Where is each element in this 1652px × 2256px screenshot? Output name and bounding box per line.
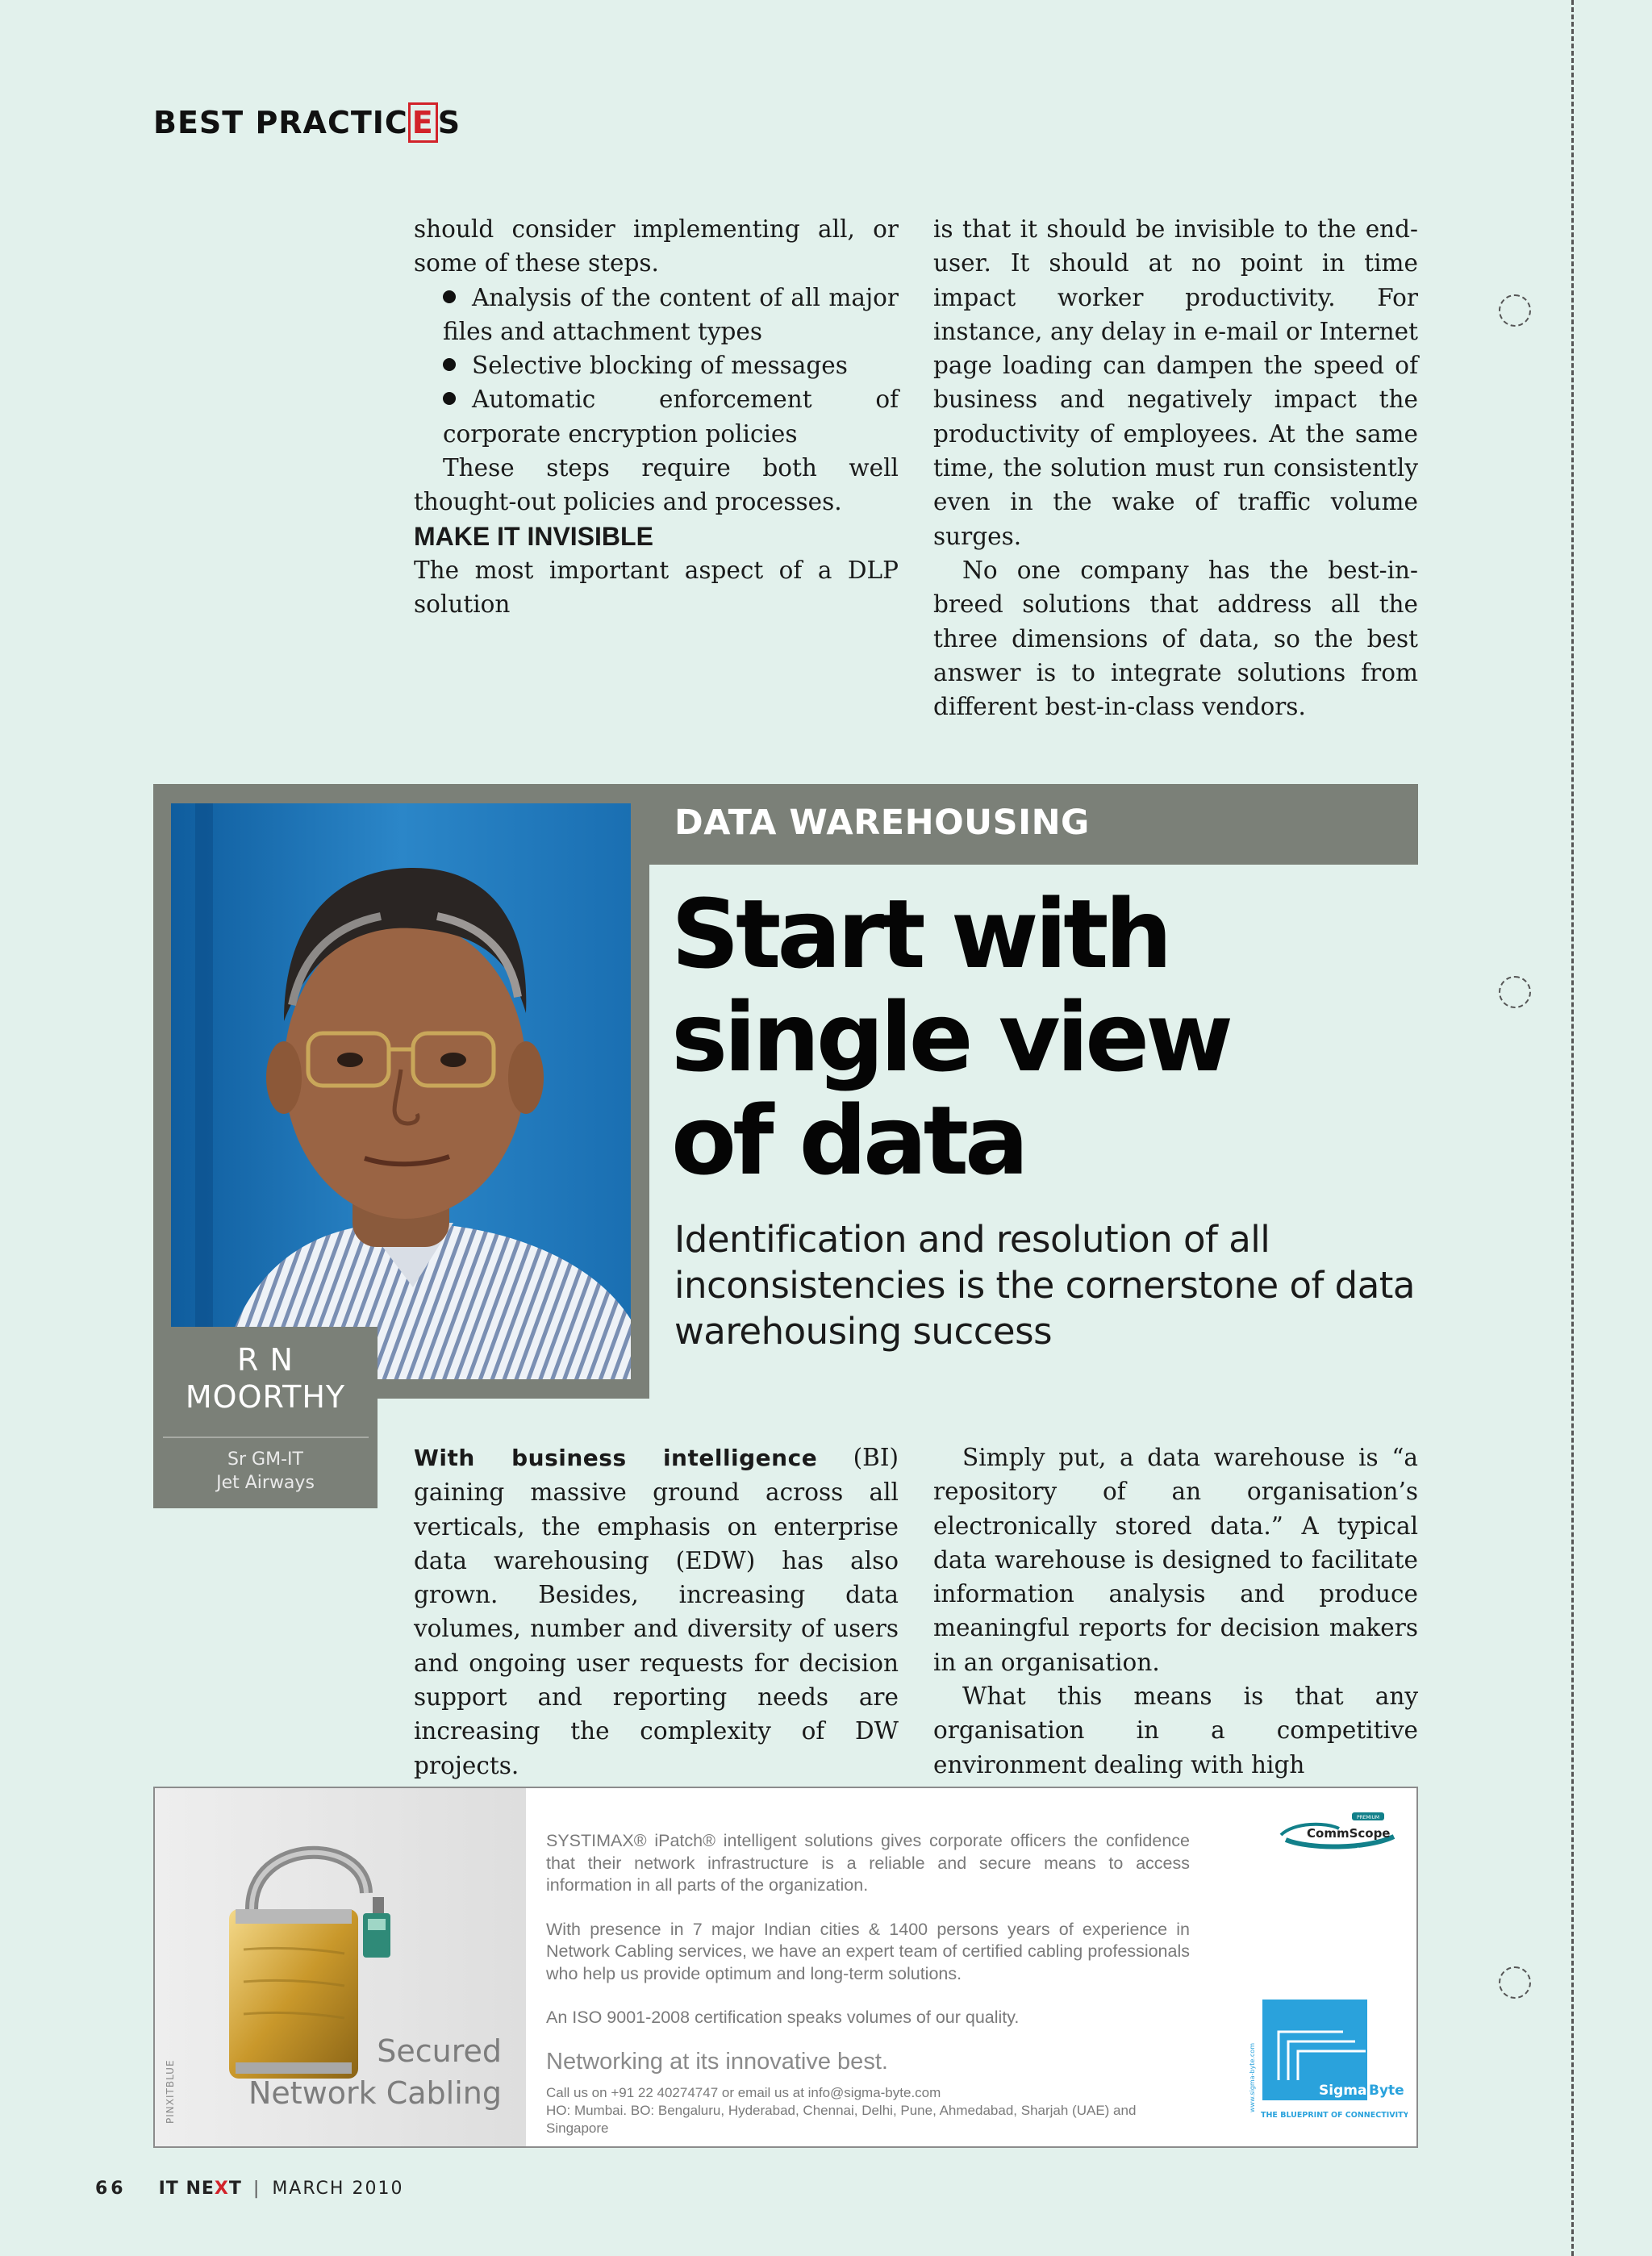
issue-date: MARCH 2010 [272, 2179, 404, 2199]
ad-offices: HO: Mumbai. BO: Bengaluru, Hyderabad, Chennai, Delhi, Pune, Ahmedabad, Sharjah (UAE) and Singapore [546, 2103, 1137, 2136]
author-company: Jet Airways [216, 1473, 315, 1493]
author-name: R N MOORTHY [185, 1342, 346, 1415]
paragraph: What this means is that any organisation in a competitive environment dealing with high [933, 1683, 1418, 1779]
top-article-left-column [414, 212, 899, 621]
ad-paragraph: With presence in 7 major Indian cities & 1400 persons years of experience in Network Cabling services, we have an expert team of certified cabling professionals who help us provide optimum and long-term solutions. [546, 1919, 1190, 1983]
binder-hole [1499, 976, 1531, 1008]
svg-text:Byte: Byte [1369, 2083, 1404, 2099]
ad-contact: Call us on +91 22 40274747 or email us at info@sigma-byte.com [546, 2085, 941, 2100]
section-kicker: DATA WAREHOUSING [674, 803, 1090, 843]
portrait-illustration [171, 803, 631, 1379]
bullet-item: Automatic enforcement of corporate encryption policies [443, 386, 899, 448]
paragraph: Simply put, a data warehouse is “a repository of an organisation’s electronically stored data.” A typical data warehouse is designed to facilitate information analysis and produce meaningful reports for decision makers in an organisation. [933, 1444, 1418, 1676]
magazine-name: IT NEXT [158, 2179, 242, 2199]
svg-text:THE BLUEPRINT OF CONNECTIVITY: THE BLUEPRINT OF CONNECTIVITY [1261, 2111, 1408, 2120]
binder-hole [1499, 1966, 1531, 1999]
subheading: MAKE IT INVISIBLE [414, 521, 653, 551]
ad-paragraph: SYSTIMAX® iPatch® intelligent solutions gives corporate officers the confidence that their network infrastructure is a reliable and secure means to access information in all parts of the organization. [546, 1831, 1190, 1895]
bullet-icon [443, 358, 456, 371]
bullet-icon [443, 290, 456, 303]
svg-text:CommScope: CommScope [1307, 1826, 1391, 1841]
bullet-icon [443, 392, 456, 405]
divider [163, 1437, 369, 1438]
deck: Identification and resolution of all inconsistencies is the cornerstone of data warehousing success [674, 1218, 1416, 1353]
binder-hole [1499, 294, 1531, 327]
paragraph: is that it should be invisible to the end-user. It should at no point in time impact worker productivity. For instance, any delay in e-mail or Internet page loading can dampen the speed of business and negatively impact the productivity of employees. At the same time, the solution must run consistently even in the wake of traffic volume surges. [933, 215, 1418, 550]
paragraph: With business intelligence (BI) gaining massive ground across all verticals, the emphasis on enterprise data warehousing (EDW) has also grown. Besides, increasing data volumes, number and diversity of users and ongoing user requests for decision support and reporting needs are increasing the complexity of DW projects. [414, 1444, 899, 1779]
paragraph: These steps require both well thought-out policies and processes. [414, 454, 899, 516]
ad-paragraph: An ISO 9001-2008 certification speaks volumes of our quality. [546, 2008, 1020, 2027]
headline: Start with single view of data [671, 878, 1230, 1196]
feature-left-column [414, 1441, 899, 1783]
paragraph: No one company has the best-in-breed solutions that address all the three dimensions of data, so the best answer is to integrate solutions from different best-in-class vendors. [933, 556, 1418, 721]
ad-image-panel [155, 1788, 526, 2146]
commscope-logo [1278, 1811, 1400, 1856]
author-byline [153, 1327, 378, 1508]
svg-text:Sigma: Sigma [1319, 2083, 1367, 2099]
sigma-byte-logo [1246, 2000, 1408, 2129]
advertisement [153, 1787, 1418, 2148]
page-number: 66 [95, 2179, 127, 2199]
page-footer: 66 IT NEXT | MARCH 2010 [95, 2179, 404, 2199]
paragraph: should consider implementing all, or some of these steps. [414, 215, 899, 277]
section-label: BEST PRACTIC E S [153, 105, 461, 140]
bullet-item: Selective blocking of messages [414, 348, 899, 382]
feature-right-column [933, 1441, 1418, 1782]
svg-text:solutions partner: solutions partner [1352, 1847, 1394, 1853]
author-photo [171, 803, 631, 1379]
ad-tagline: Networking at its innovative best. [546, 2048, 888, 2075]
svg-text:www.sigma-byte.com: www.sigma-byte.com [1249, 2043, 1256, 2112]
bullet-item: Analysis of the content of all major files and attachment types [443, 283, 899, 345]
perforation-line [1571, 0, 1574, 2256]
top-article-right-column [933, 212, 1418, 724]
paragraph: The most important aspect of a DLP solution [414, 556, 899, 618]
lead-in: With business intelligence [414, 1445, 818, 1471]
ad-headline: Secured Network Cabling [248, 2033, 502, 2111]
ad-copy [546, 1830, 1190, 2137]
svg-text:PREMIUM: PREMIUM [1356, 1815, 1380, 1820]
author-title: Sr GM-IT [227, 1449, 303, 1470]
ad-credit: PINXITBLUE [165, 2059, 176, 2124]
